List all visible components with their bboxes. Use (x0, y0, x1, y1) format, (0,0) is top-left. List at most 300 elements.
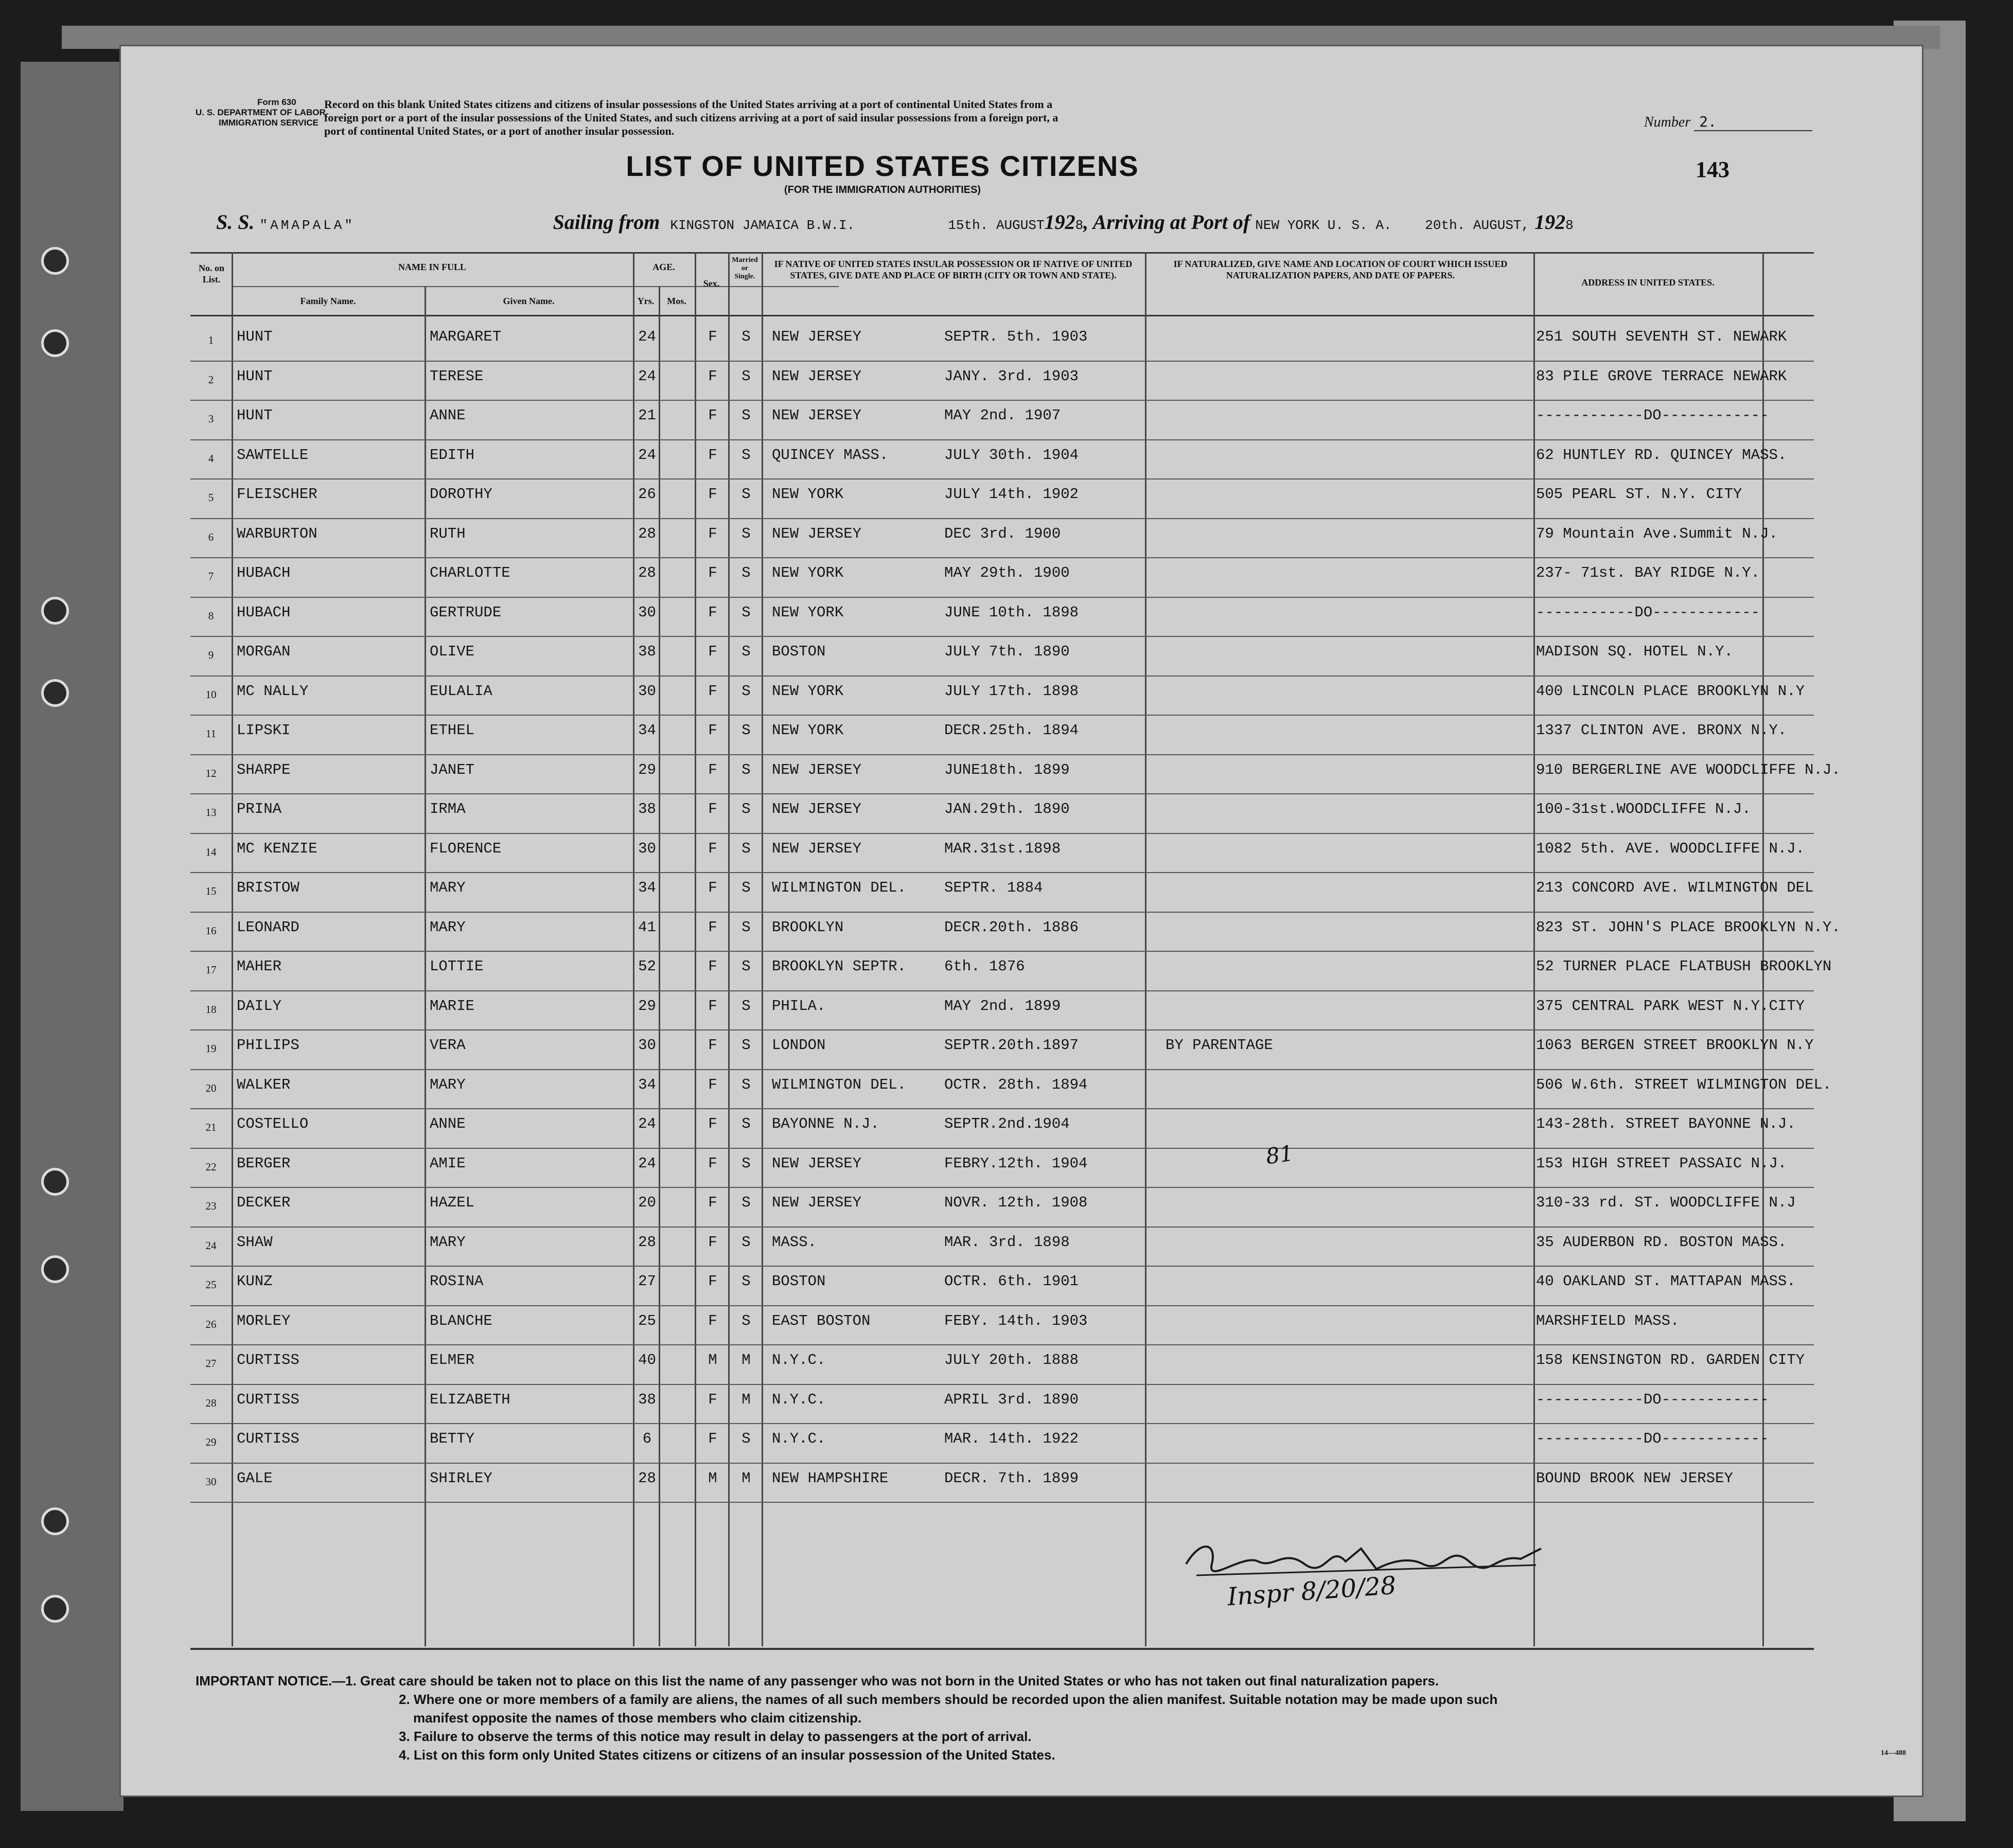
cell-place: N.Y.C. (772, 1430, 826, 1447)
cell-sex: F (708, 918, 717, 936)
col-rule (659, 286, 660, 1646)
cell-given: MARY (430, 1233, 466, 1251)
cell-sex: F (708, 1037, 717, 1054)
cell-place: EAST BOSTON (772, 1312, 871, 1329)
name-subheader-line (232, 286, 839, 287)
cell-given: IRMA (430, 801, 466, 818)
cell-family: KUNZ (237, 1273, 273, 1290)
cell-date: SEPTR.20th.1897 (944, 1037, 1079, 1054)
cell-yrs: 34 (638, 879, 656, 896)
cell-yrs: 28 (638, 564, 656, 581)
sail-year-suffix: 8 (1075, 218, 1084, 233)
cell-addr: 143-28th. STREET BAYONNE N.J. (1536, 1115, 1796, 1132)
cell-family: SHAW (237, 1233, 273, 1251)
col-rule (425, 286, 426, 1646)
cell-yrs: 34 (638, 1076, 656, 1093)
cell-yrs: 25 (638, 1312, 656, 1329)
cell-no: 26 (205, 1318, 217, 1330)
cell-no: 15 (205, 885, 217, 897)
cell-sex: F (708, 407, 717, 424)
col-header-naturalized: IF NATURALIZED, GIVE NAME AND LOCATION OF COURT WHICH ISSUED NATURALIZATION PAPERS, AND DATE OF PAPERS. (1173, 259, 1508, 280)
cell-addr: ------------DO------------ (1536, 407, 1769, 424)
cell-family: FLEISCHER (237, 486, 317, 503)
cell-sex: F (708, 564, 717, 581)
col-header-married: Married or Single. (732, 256, 758, 280)
cell-no: 22 (205, 1160, 217, 1173)
cell-sex: F (708, 1194, 717, 1211)
cell-no: 29 (205, 1436, 217, 1448)
cell-place: BOSTON (772, 643, 826, 660)
cell-yrs: 28 (638, 525, 656, 542)
cell-place: NEW JERSEY (772, 328, 862, 345)
cell-date: JULY 7th. 1890 (944, 643, 1070, 660)
col-rule (232, 252, 233, 1646)
cell-sex: F (708, 643, 717, 660)
row-rule (190, 518, 1814, 519)
col-rule (695, 252, 696, 1646)
row-rule (190, 1069, 1814, 1070)
cell-addr: 213 CONCORD AVE. WILMINGTON DEL (1536, 879, 1814, 896)
form-number: Form 630 (257, 97, 296, 107)
cell-yrs: 28 (638, 1469, 656, 1487)
page-title: LIST OF UNITED STATES CITIZENS (626, 150, 1139, 182)
cell-given: SHIRLEY (430, 1469, 492, 1487)
cell-addr: 823 ST. JOHN'S PLACE BROOKLYN N.Y. (1536, 918, 1841, 936)
cell-family: WARBURTON (237, 525, 317, 542)
cell-sex: M (708, 1469, 717, 1487)
cell-addr: ------------DO------------ (1536, 1430, 1769, 1447)
row-rule (190, 833, 1814, 834)
cell-family: DECKER (237, 1194, 291, 1211)
cell-date: DECR.25th. 1894 (944, 722, 1079, 739)
binding-hole (41, 1255, 69, 1283)
row-rule (190, 636, 1814, 637)
cell-no: 18 (205, 1003, 217, 1016)
binding-hole (41, 1507, 69, 1535)
cell-sex: F (708, 1312, 717, 1329)
row-rule (190, 557, 1814, 558)
cell-ms: M (741, 1352, 751, 1369)
cell-date: JUNE 10th. 1898 (944, 603, 1079, 621)
cell-yrs: 24 (638, 367, 656, 385)
cell-family: MC NALLY (237, 682, 309, 700)
form-instructions (324, 98, 1058, 138)
cell-sex: F (708, 328, 717, 345)
row-rule (190, 1423, 1814, 1424)
col-header-given: Given Name. (503, 296, 555, 306)
cell-addr: 1337 CLINTON AVE. BRONX N.Y. (1536, 722, 1787, 739)
binding-hole (41, 679, 69, 707)
binding-hole (41, 597, 69, 625)
cell-ms: S (741, 958, 751, 975)
cell-date: JUNE18th. 1899 (944, 761, 1070, 778)
cell-sex: F (708, 1430, 717, 1447)
row-rule (190, 478, 1814, 479)
cell-yrs: 30 (638, 1037, 656, 1054)
cell-family: HUNT (237, 328, 273, 345)
cell-family: HUBACH (237, 603, 291, 621)
row-rule (190, 676, 1814, 677)
cell-place: BOSTON (772, 1273, 826, 1290)
cell-family: MORGAN (237, 643, 291, 660)
cell-no: 11 (205, 727, 217, 740)
cell-yrs: 21 (638, 407, 656, 424)
cell-ms: S (741, 761, 751, 778)
cell-ms: S (741, 564, 751, 581)
cell-family: PHILIPS (237, 1037, 299, 1054)
cell-family: COSTELLO (237, 1115, 309, 1132)
cell-family: HUBACH (237, 564, 291, 581)
cell-no: 3 (208, 413, 214, 425)
cell-ms: S (741, 643, 751, 660)
cell-date: MAY 2nd. 1899 (944, 997, 1061, 1015)
cell-place: NEW HAMPSHIRE (772, 1469, 889, 1487)
cell-given: ELMER (430, 1352, 475, 1369)
cell-date: JULY 14th. 1902 (944, 486, 1079, 503)
col-rule (728, 252, 730, 1646)
cell-given: ANNE (430, 1115, 466, 1132)
row-rule (190, 793, 1814, 794)
arrive-year-prefix: 192 (1534, 210, 1566, 234)
cell-addr: 35 AUDERBON RD. BOSTON MASS. (1536, 1233, 1787, 1251)
cell-yrs: 26 (638, 486, 656, 503)
cell-addr: 251 SOUTH SEVENTH ST. NEWARK (1536, 328, 1787, 345)
cell-yrs: 38 (638, 1391, 656, 1408)
cell-no: 30 (205, 1475, 217, 1488)
cell-date: MAR.31st.1898 (944, 840, 1061, 857)
row-rule (190, 990, 1814, 991)
cell-date: SEPTR. 1884 (944, 879, 1043, 896)
service-name: IMMIGRATION SERVICE (219, 118, 319, 128)
cell-sex: F (708, 603, 717, 621)
instruction-line: port of continental United States, or a port of another insular possession. (324, 125, 675, 137)
cell-place: NEW YORK (772, 564, 844, 581)
row-rule (190, 1227, 1814, 1228)
cell-no: 14 (205, 845, 217, 858)
cell-ms: S (741, 525, 751, 542)
cell-no: 10 (205, 688, 217, 701)
row-rule (190, 400, 1814, 401)
arriving-label: , Arriving at Port of (1083, 210, 1250, 234)
cell-ms: S (741, 997, 751, 1015)
binding-hole (41, 247, 69, 275)
cell-given: ANNE (430, 407, 466, 424)
instruction-line: Record on this blank United States citizens and citizens of insular possessions of the United States arriving at a port of continental United States from a (324, 98, 1053, 111)
cell-place: NEW JERSEY (772, 761, 862, 778)
cell-addr: 310-33 rd. ST. WOODCLIFFE N.J (1536, 1194, 1796, 1211)
cell-yrs: 40 (638, 1352, 656, 1369)
cell-sex: F (708, 682, 717, 700)
row-rule (190, 1187, 1814, 1188)
cell-yrs: 24 (638, 328, 656, 345)
cell-sex: F (708, 1154, 717, 1172)
cell-family: LIPSKI (237, 722, 291, 739)
notice-heading: IMPORTANT NOTICE. (196, 1673, 332, 1689)
cell-addr: 153 HIGH STREET PASSAIC N.J. (1536, 1154, 1787, 1172)
cell-given: BETTY (430, 1430, 475, 1447)
cell-given: BLANCHE (430, 1312, 492, 1329)
sail-year-prefix: 192 (1044, 210, 1075, 234)
cell-ms: S (741, 1154, 751, 1172)
cell-family: PRINA (237, 801, 282, 818)
cell-yrs: 24 (638, 1154, 656, 1172)
sail-date: 15th. AUGUST (948, 218, 1045, 233)
col-header-family: Family Name. (300, 296, 356, 306)
col-header-age: AGE. (652, 262, 675, 272)
cell-family: LEONARD (237, 918, 299, 936)
cell-ms: S (741, 367, 751, 385)
notice-line-2: 2. Where one or more members of a family are aliens, the names of all such members should be recorded upon the alien manifest. Suitable notation may be made upon such (399, 1692, 1498, 1707)
cell-given: ETHEL (430, 722, 475, 739)
cell-addr: 400 LINCOLN PLACE BROOKLYN N.Y (1536, 682, 1805, 700)
cell-ms: S (741, 1076, 751, 1093)
cell-given: OLIVE (430, 643, 475, 660)
cell-yrs: 30 (638, 840, 656, 857)
cell-ms: S (741, 407, 751, 424)
cell-given: FLORENCE (430, 840, 502, 857)
cell-addr: 83 PILE GROVE TERRACE NEWARK (1536, 367, 1787, 385)
cell-given: TERESE (430, 367, 484, 385)
ship-name: "AMAPALA" (259, 218, 355, 233)
cell-date: DECR.20th. 1886 (944, 918, 1079, 936)
cell-date: JULY 30th. 1904 (944, 446, 1079, 464)
cell-sex: F (708, 1391, 717, 1408)
notice-line-5: 4. List on this form only United States citizens or citizens of an insular possession of the United States. (399, 1747, 1055, 1763)
cell-sex: F (708, 958, 717, 975)
cell-ms: M (741, 1469, 751, 1487)
cell-no: 24 (205, 1239, 217, 1252)
notice-line-1: —1. Great care should be taken not to place on this list the name of any passenger who was not born in the United States or who has not taken out final naturalization papers. (332, 1673, 1439, 1689)
cell-no: 21 (205, 1121, 217, 1133)
col-header-birth: IF NATIVE OF UNITED STATES INSULAR POSSESSION OR IF NATIVE OF UNITED STATES, GIVE DATE AND PLACE OF BIRTH (CITY OR TOWN AND STATE). (774, 259, 1133, 280)
cell-sex: F (708, 801, 717, 818)
cell-no: 8 (208, 609, 214, 622)
cell-addr: 100-31st.WOODCLIFFE N.J. (1536, 801, 1751, 818)
col-header-address: ADDRESS IN UNITED STATES. (1581, 277, 1715, 288)
cell-family: CURTISS (237, 1391, 299, 1408)
manifest-page (121, 46, 1922, 1796)
voyage-line (216, 210, 1574, 234)
ss-label: S. S. (216, 210, 255, 234)
cell-family: WALKER (237, 1076, 291, 1093)
binding-hole (41, 329, 69, 357)
cell-yrs: 38 (638, 643, 656, 660)
notice-line-3: manifest opposite the names of those members who claim citizenship. (413, 1710, 862, 1726)
cell-no: 27 (205, 1357, 217, 1370)
sailing-label: Sailing from (553, 210, 660, 234)
cell-sex: F (708, 840, 717, 857)
cell-addr: 375 CENTRAL PARK WEST N.Y.CITY (1536, 997, 1805, 1015)
cell-place: WILMINGTON DEL. (772, 879, 907, 896)
number-label: Number (1644, 114, 1691, 130)
cell-no: 17 (205, 964, 217, 976)
cell-date: JULY 20th. 1888 (944, 1352, 1079, 1369)
cell-ms: S (741, 446, 751, 464)
cell-family: MAHER (237, 958, 282, 975)
cell-addr: 506 W.6th. STREET WILMINGTON DEL. (1536, 1076, 1832, 1093)
cell-place: NEW YORK (772, 682, 844, 700)
cell-addr: 158 KENSINGTON RD. GARDEN CITY (1536, 1352, 1805, 1369)
cell-sex: F (708, 1076, 717, 1093)
cell-ms: S (741, 328, 751, 345)
col-rule (633, 252, 634, 1646)
row-rule (190, 1384, 1814, 1385)
cell-addr: 62 HUNTLEY RD. QUINCEY MASS. (1536, 446, 1787, 464)
cell-place: WILMINGTON DEL. (772, 1076, 907, 1093)
cell-date: JANY. 3rd. 1903 (944, 367, 1079, 385)
cell-no: 16 (205, 924, 217, 937)
back-sheet-edge-2 (62, 26, 1940, 49)
row-rule (190, 1463, 1814, 1464)
notice-line-4: 3. Failure to observe the terms of this notice may result in delay to passengers at the port of arrival. (399, 1729, 1032, 1744)
row-rule (190, 361, 1814, 362)
cell-addr: BOUND BROOK NEW JERSEY (1536, 1469, 1733, 1487)
cell-no: 9 (208, 649, 214, 661)
cell-sex: F (708, 1273, 717, 1290)
row-rule (190, 715, 1814, 716)
cell-ms: S (741, 879, 751, 896)
cell-ms: S (741, 603, 751, 621)
cell-given: ROSINA (430, 1273, 484, 1290)
cell-family: DAILY (237, 997, 282, 1015)
cell-date: MAR. 3rd. 1898 (944, 1233, 1070, 1251)
cell-date: JAN.29th. 1890 (944, 801, 1070, 818)
cell-family: HUNT (237, 367, 273, 385)
cell-yrs: 24 (638, 1115, 656, 1132)
cell-date: FEBRY.12th. 1904 (944, 1154, 1088, 1172)
number-value: 2. (1694, 113, 1812, 131)
cell-place: NEW JERSEY (772, 801, 862, 818)
cell-no: 1 (208, 334, 214, 346)
cell-no: 12 (205, 767, 217, 779)
cell-place: NEW JERSEY (772, 525, 862, 542)
row-rule (190, 1344, 1814, 1345)
cell-addr: 52 TURNER PLACE FLATBUSH BROOKLYN (1536, 958, 1832, 975)
row-rule (190, 1502, 1814, 1503)
cell-ms: S (741, 1194, 751, 1211)
cell-date: DEC 3rd. 1900 (944, 525, 1061, 542)
cell-sex: F (708, 761, 717, 778)
cell-given: MARIE (430, 997, 475, 1015)
cell-given: EDITH (430, 446, 475, 464)
cell-place: BAYONNE N.J. (772, 1115, 879, 1132)
cell-given: AMIE (430, 1154, 466, 1172)
cell-sex: F (708, 879, 717, 896)
department-name: U. S. DEPARTMENT OF LABOR (196, 108, 326, 117)
arrive-year-suffix: 8 (1565, 218, 1574, 233)
row-rule (190, 754, 1814, 755)
cell-addr: 505 PEARL ST. N.Y. CITY (1536, 486, 1742, 503)
cell-addr: 1082 5th. AVE. WOODCLIFFE N.J. (1536, 840, 1805, 857)
cell-yrs: 30 (638, 603, 656, 621)
row-rule (190, 951, 1814, 952)
cell-given: MARY (430, 879, 466, 896)
cell-date: OCTR. 6th. 1901 (944, 1273, 1079, 1290)
cell-ms: S (741, 801, 751, 818)
cell-family: SAWTELLE (237, 446, 309, 464)
cell-yrs: 30 (638, 682, 656, 700)
cell-date: APRIL 3rd. 1890 (944, 1391, 1079, 1408)
cell-date: MAR. 14th. 1922 (944, 1430, 1079, 1447)
cell-sex: F (708, 446, 717, 464)
cell-yrs: 29 (638, 761, 656, 778)
cell-ms: S (741, 1273, 751, 1290)
cell-ms: S (741, 1233, 751, 1251)
cell-sex: F (708, 1233, 717, 1251)
print-code: 14—488 (1881, 1749, 1906, 1757)
header-divider (190, 315, 1814, 316)
col-rule (762, 252, 763, 1646)
cell-date: DECR. 7th. 1899 (944, 1469, 1079, 1487)
cell-place: LONDON (772, 1037, 826, 1054)
cell-date: MAY 29th. 1900 (944, 564, 1070, 581)
row-rule (190, 439, 1814, 440)
cell-yrs: 27 (638, 1273, 656, 1290)
cell-no: 28 (205, 1396, 217, 1409)
cell-given: HAZEL (430, 1194, 475, 1211)
cell-family: BERGER (237, 1154, 291, 1172)
cell-family: SHARPE (237, 761, 291, 778)
row-rule (190, 912, 1814, 913)
cell-no: 6 (208, 530, 214, 543)
cell-place: N.Y.C. (772, 1391, 826, 1408)
cell-yrs: 41 (638, 918, 656, 936)
cell-family: BRISTOW (237, 879, 299, 896)
cell-addr: 237- 71st. BAY RIDGE N.Y. (1536, 564, 1760, 581)
cell-yrs: 38 (638, 801, 656, 818)
cell-sex: F (708, 525, 717, 542)
page-number: 143 (1696, 157, 1729, 182)
cell-sex: F (708, 367, 717, 385)
col-header-sex: Sex. (703, 278, 720, 289)
col-header-mos: Mos. (667, 296, 686, 306)
row-rule (190, 1266, 1814, 1267)
cell-ms: S (741, 1115, 751, 1132)
cell-date: FEBY. 14th. 1903 (944, 1312, 1088, 1329)
left-binding-strip (21, 62, 123, 1811)
cell-addr: -----------DO------------ (1536, 603, 1760, 621)
row-rule (190, 1108, 1814, 1109)
cell-family: GALE (237, 1469, 273, 1487)
col-rule (1533, 252, 1535, 1646)
row-rule (190, 872, 1814, 873)
cell-given: DOROTHY (430, 486, 492, 503)
cell-ms: S (741, 1430, 751, 1447)
cell-given: CHARLOTTE (430, 564, 510, 581)
cell-ms: S (741, 840, 751, 857)
cell-given: MARY (430, 918, 466, 936)
cell-sex: F (708, 722, 717, 739)
cell-no: 25 (205, 1278, 217, 1291)
cell-nat: BY PARENTAGE (1166, 1037, 1273, 1054)
cell-given: EULALIA (430, 682, 492, 700)
cell-no: 23 (205, 1200, 217, 1212)
cell-place: NEW YORK (772, 603, 844, 621)
binding-hole (41, 1168, 69, 1196)
cell-place: NEW YORK (772, 722, 844, 739)
cell-place: MASS. (772, 1233, 817, 1251)
cell-date: MAY 2nd. 1907 (944, 407, 1061, 424)
cell-no: 2 (208, 373, 214, 386)
list-number (1644, 113, 1812, 131)
col-header-yrs: Yrs. (637, 296, 655, 306)
to-port: NEW YORK U. S. A. (1255, 218, 1392, 233)
cell-addr: MADISON SQ. HOTEL N.Y. (1536, 643, 1733, 660)
cell-ms: S (741, 1312, 751, 1329)
cell-given: JANET (430, 761, 475, 778)
cell-yrs: 29 (638, 997, 656, 1015)
cell-place: BROOKLYN SEPTR. (772, 958, 907, 975)
